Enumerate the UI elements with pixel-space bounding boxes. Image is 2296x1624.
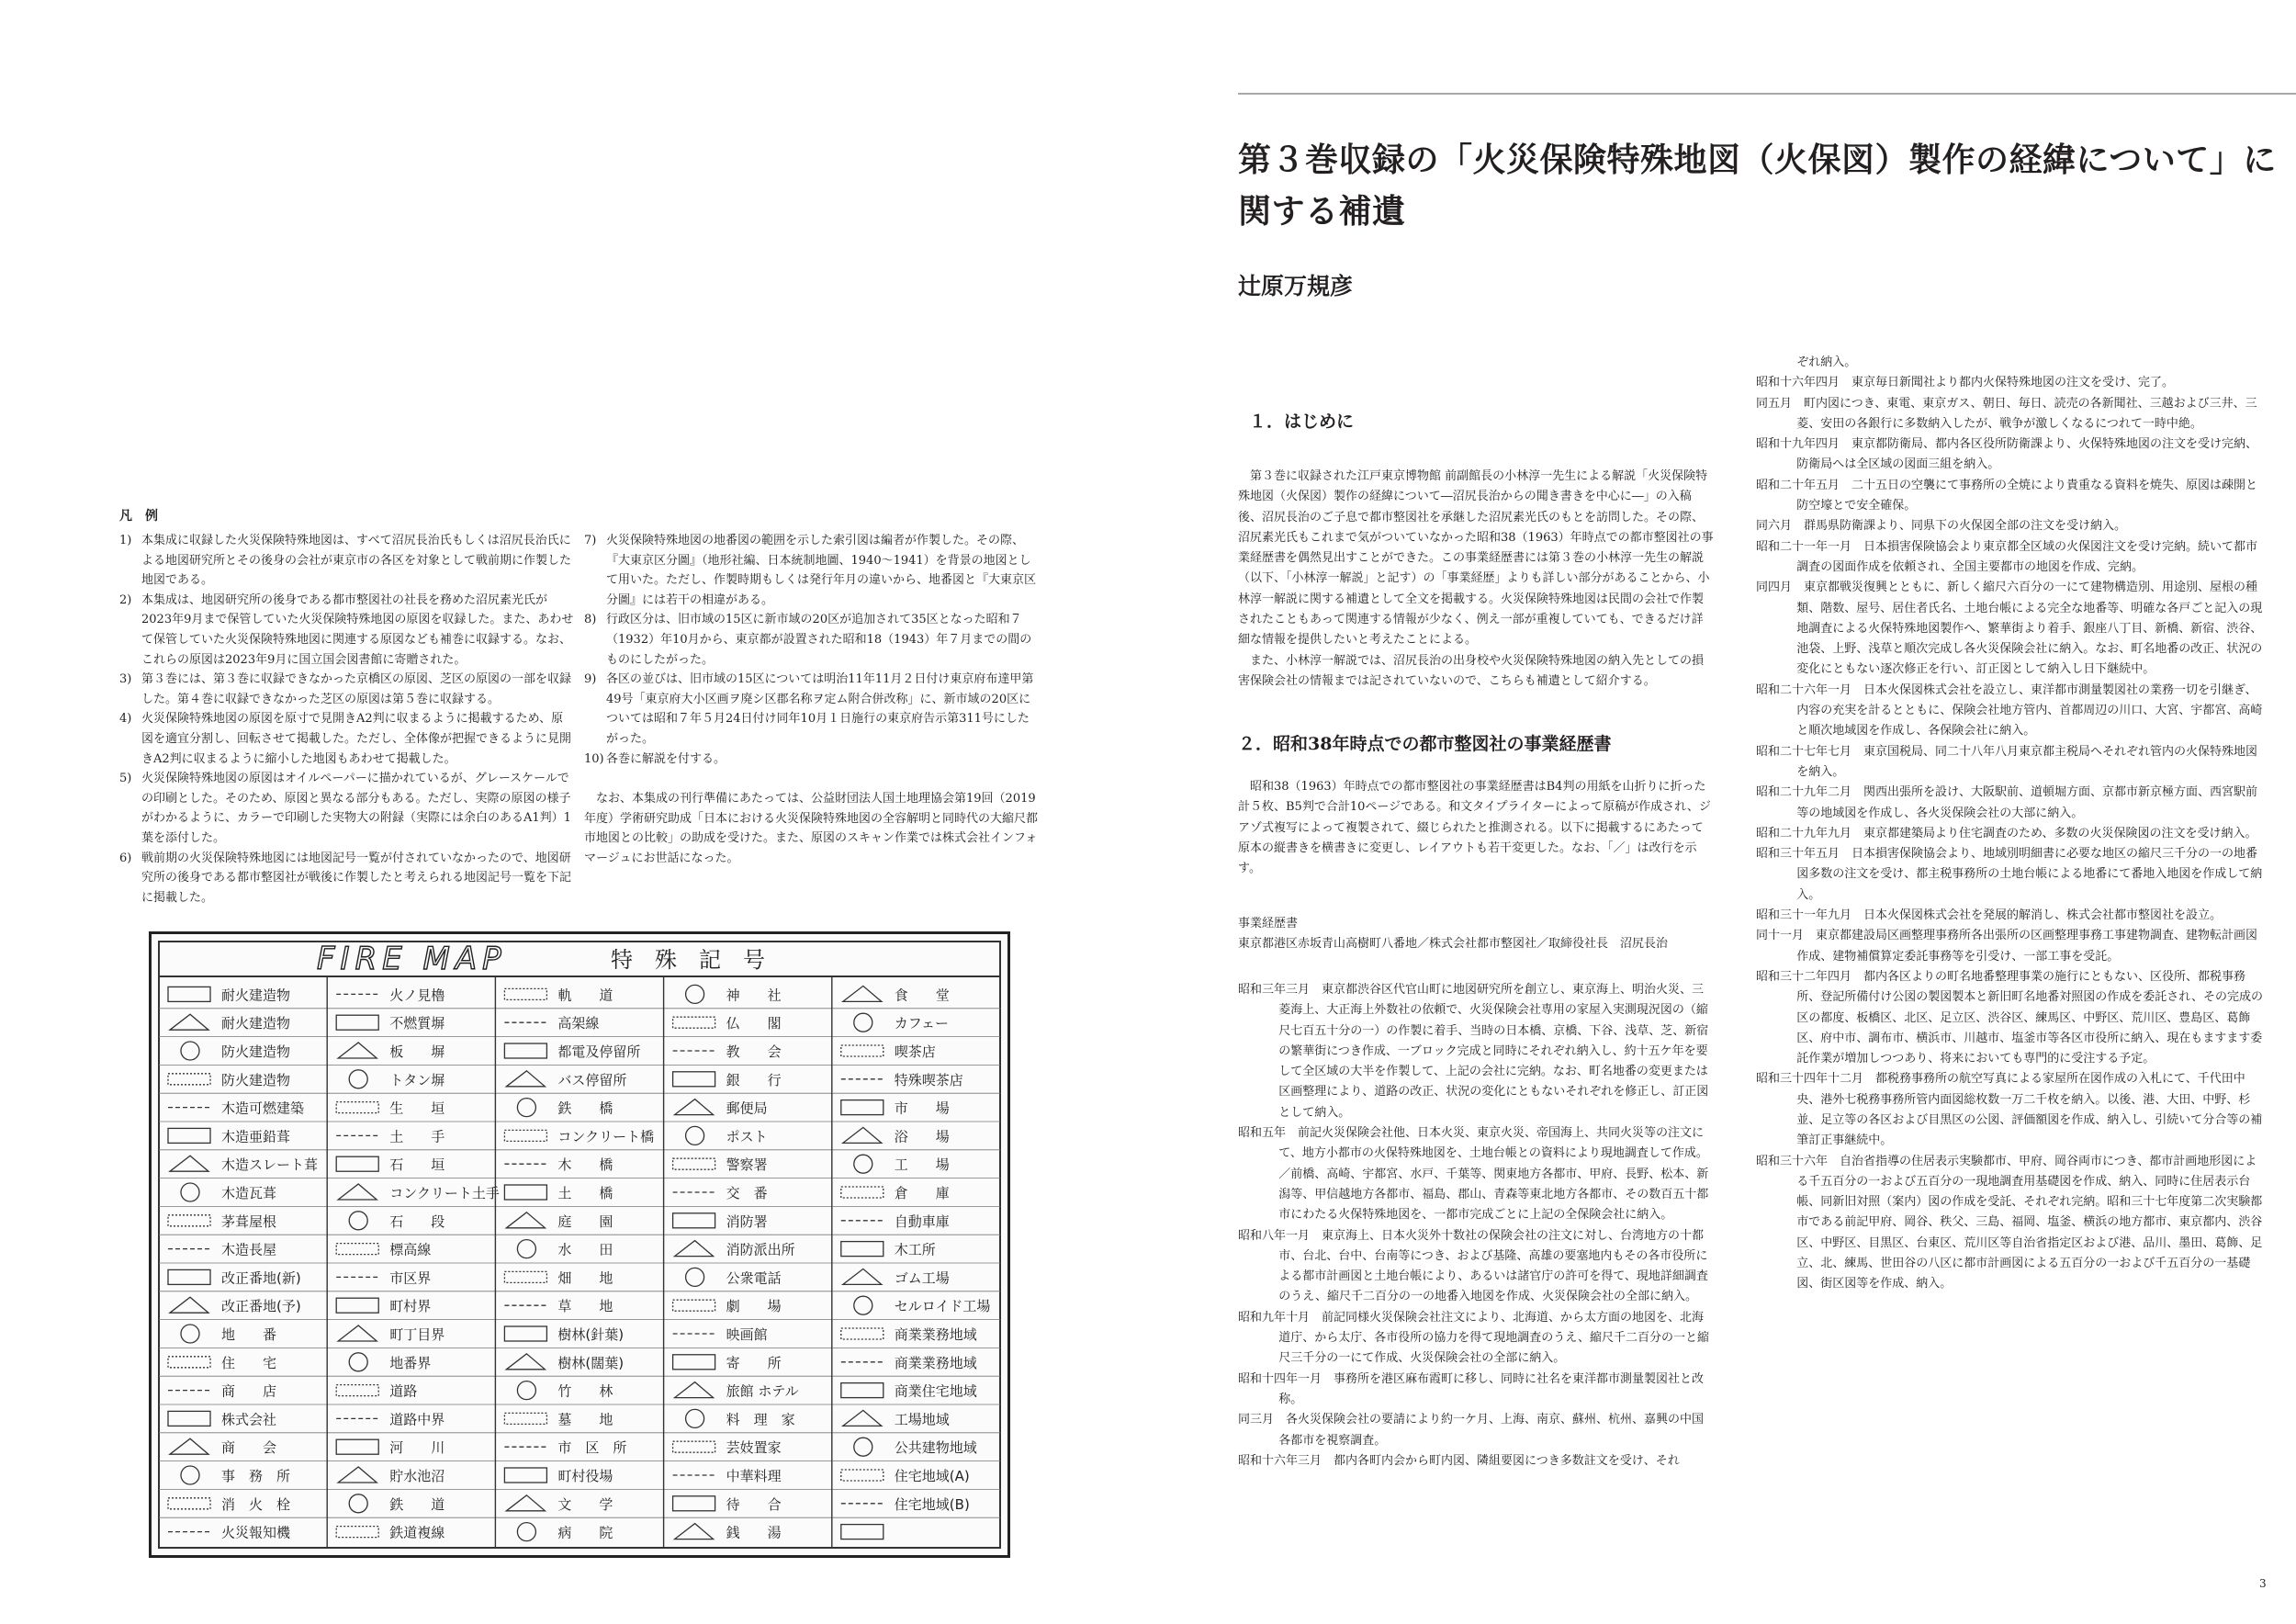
fire-map-label: 旅館 ホテル (726, 1382, 799, 1400)
fire-map-label: 住宅地域(B) (894, 1495, 970, 1513)
fire-map-symbol (843, 986, 882, 1001)
page-number: 3 (2259, 1577, 2267, 1590)
fire-map-label: 草 地 (557, 1298, 613, 1315)
fire-map-symbol (338, 1043, 377, 1058)
fire-map-label: ゴム工場 (894, 1269, 950, 1287)
fire-map-symbol (675, 1382, 714, 1398)
fire-map-label: 石 垣 (389, 1156, 445, 1174)
fire-map-symbol (181, 1042, 199, 1060)
fire-map-symbol (673, 1496, 715, 1511)
fire-map-symbol (504, 1326, 546, 1341)
fire-map-label: 地番界 (389, 1354, 432, 1371)
fire-map-label: 料 理 家 (726, 1411, 795, 1428)
fire-map-label: 土 手 (389, 1128, 445, 1145)
fire-map-symbol (349, 1353, 367, 1371)
history-continuation: ぞれ納入。 (1796, 355, 1857, 369)
fire-map-symbol (504, 1043, 546, 1058)
legend-column-1 (119, 531, 574, 908)
fire-map-symbol (181, 1466, 199, 1484)
fire-map-label: 茅葺屋根 (221, 1212, 277, 1230)
fire-map-label: 庭 園 (557, 1212, 613, 1230)
history-entry: 昭和十四年一月 事務所を港区麻布霞町に移し、同時に社名を東洋都市測量製図社と改称。 (1238, 1371, 1705, 1406)
fire-map-label: 防火建造物 (221, 1043, 291, 1060)
history-entry: 昭和九年十月 前記同様火災保険会社注文により、北海道、から太方面の地図を、北海道庁、から太庁、各市役所の協力を得て現地調査のうえ、縮尺千二百分の一と縮尺三千分の一にて作成、火災保険会社の全部に納入。 (1238, 1310, 1709, 1366)
fire-map-label: カフェー (894, 1015, 950, 1032)
fire-map-label: 木工所 (894, 1241, 936, 1258)
fire-map-label: 鉄 道 (389, 1495, 445, 1513)
fire-map-symbol (506, 1071, 545, 1087)
history-entry: 昭和三十六年 自治省指導の住居表示実験都市、甲府、岡谷両市につき、都市計画地形図による千五百分の一および五百分の一現地調査用基礎図を作成、納入、同時に住居表示台帳、同新旧対照（案内）図の作成を受託、それぞれ完納。昭和三十七年度第二次実験都市である前記甲府、岡谷、秩父、三島、福岡、塩釜、横浜の地方都市、東京都内、渋谷区、中野区、目黒区、台東区、荒川区等自治省指定区および港、品川、墨田、葛飾、足立、北、練馬、世田谷の八区に都市計画図による五百分の一および千五百分の一基礎図、街区図等を作成、納入。 (1756, 1154, 2263, 1291)
fire-map-symbol (506, 1354, 545, 1370)
fire-map-symbol (841, 1470, 884, 1481)
fire-map-label: 商 会 (221, 1439, 277, 1457)
fire-map-label: 木造長屋 (221, 1241, 277, 1258)
legend-note: なお、本集成の刊行準備にあたっては、公益財団法人国土地理協会第19回（2019年度）学術研究助成「日本における火災保険特殊地図の全容解明と同時代の大縮尺都市地図との比較」の助成を受けた。また、原図のスキャン作業では株式会社インフォマージュにお世話になった。 (584, 792, 1039, 865)
fire-map-symbol (168, 987, 210, 1001)
section-2-heading: ２．昭和38年時点での都市整図社の事業経歴書 (1238, 734, 1612, 754)
fire-map-symbol (170, 1297, 208, 1313)
fire-map-symbol (843, 1269, 882, 1284)
fire-map-symbol (504, 1271, 546, 1282)
fire-map-symbol (841, 1383, 884, 1398)
article-title: 第３巻収録の「火災保険特殊地図（火保図）製作の経緯について」に関する補遺 (1238, 141, 2277, 231)
fire-map-label: バス停留所 (557, 1071, 627, 1088)
fire-map-label: 木 橋 (557, 1156, 613, 1174)
fire-map-label: 火ノ見櫓 (389, 987, 445, 1004)
fire-map-label: 警察署 (726, 1156, 768, 1174)
fire-map-symbol (517, 1382, 535, 1400)
legend-item: 3) 第３巻には、第３巻に収録できなかった京橋区の原図、芝区の原図の一部を収録した。第４巻に収録できなかった芝区の原図は第５巻に収録する。 (119, 672, 572, 706)
fire-map-label: 防火建造物 (221, 1071, 291, 1088)
fire-map-label: 倉 庫 (894, 1185, 950, 1201)
fire-map-label: コンクリート土手 (389, 1185, 500, 1201)
fire-map-symbol (504, 1413, 546, 1424)
fire-map-label: 軌 道 (557, 987, 613, 1004)
fire-map-symbol (854, 1013, 872, 1032)
fire-map-symbol (854, 1296, 872, 1314)
fire-map-symbol (170, 1438, 208, 1454)
history-entry: 昭和十六年三月 都内各町内会から町内図、隣組要図につき多数註文を受け、それ (1238, 1453, 1680, 1468)
fire-map-symbol (336, 1244, 378, 1255)
fire-map-symbol (673, 1072, 715, 1087)
fire-map-symbol (675, 1524, 714, 1539)
fire-map-symbol (673, 1213, 715, 1228)
fire-map-symbol (675, 1100, 714, 1115)
fire-map-label: 工 場 (894, 1156, 950, 1174)
fire-map-label: セルロイド工場 (894, 1298, 991, 1315)
fire-map-symbol (841, 1187, 884, 1198)
fire-map-label: 市 区 所 (557, 1439, 627, 1457)
fire-map-symbol (336, 1102, 378, 1113)
fire-map-label: 改正番地(予) (221, 1298, 301, 1315)
fire-map-symbol (168, 1128, 210, 1143)
fire-map-symbol (841, 1045, 884, 1056)
history-entry: 昭和十九年四月 東京都防衛局、都内各区役所防衛課より、火保特殊地図の注文を受け完納、防衛局へは全区域の図面三組を納入。 (1756, 437, 2258, 472)
history-entry: 昭和三十四年十二月 都税務事務所の航空写真による家屋所在図作成の入札にて、千代田中央、港外七税務事務所管内面図総枚数一万二千枚を納入。以後、港、大田、中野、杉並、足立等の各区および目黒区の公図、評価額図を作成、納入し、引続いて分合等の補筆訂正事継続中。 (1756, 1072, 2263, 1148)
fire-map-label: 寄 所 (726, 1354, 782, 1371)
fire-map-label: 高架線 (557, 1015, 600, 1032)
section-1-paragraph: 第３巻に収録された江戸東京博物館 前副館長の小林淳一先生による解説「火災保険特殊地図（火保図）製作の経緯について―沼尻長治からの聞き書きを中心に―」の入稿後、沼尻長治のご子息で都市整図社を承継した沼尻素光氏のもとを訪問した。その際、沼尻素光氏もこれまで気がついていなかった昭和38（1963）年時点での都市整図社の事業経歴書を偶然見出すことができた。この事業経歴書には第３巻の小林淳一先生の解説（以下、「小林淳一解説」と記す）の「事業経歴」よりも詳しい部分があることから、小林淳一解説に関する補遺として全文を掲載する。火災保険特殊地図は民間の会社で作製されたこともあって関連する情報が少なく、例え一部が重複していても、できるだけ詳細な情報を提供したいと考えたことによる。 (1238, 469, 1714, 648)
fire-map-label: 改正番地(新) (221, 1269, 301, 1287)
history-entry: 同六月 群馬県防衛課より、同県下の火保図全部の注文を受け納入。 (1756, 519, 2127, 534)
fire-map-symbol (168, 1215, 210, 1226)
fire-map-symbol (686, 1268, 704, 1286)
fire-map-label: 交 番 (726, 1185, 768, 1201)
fire-map-label: 不燃質塀 (389, 1015, 445, 1032)
fire-map-label: トタン塀 (389, 1071, 445, 1088)
legend-item: 4) 火災保険特殊地図の原図を原寸で見開きA2判に収まるように掲載するため、原図を適宜分割し、回転させて掲載した。ただし、全体像が把握できるように見開きA2判に収まるように縮小した地図もあわせて掲載した。 (119, 712, 572, 766)
history-entry: 同四月 東京都戦災復興とともに、新しく縮尺六百分の一にて建物構造別、用途別、屋根の種類、階数、屋号、居住者氏名、土地台帳による完全な地番等、明確な各戸ごと記入の現地調査による火保特殊地図製作へ、繁華街より着手、銀座八丁目、新橋、新宿、渋谷、池袋、上野、浅草と順次完成し各火災保険会社に納入。なお、町名地番の改正、状況の変化にともない逐次修正を行い、訂正図として納入し日下継続中。 (1756, 581, 2263, 677)
fire-map-label: 工場地域 (894, 1411, 950, 1428)
fire-map-label: 道路中界 (389, 1411, 445, 1428)
fire-map-symbol (843, 1127, 882, 1143)
fire-map-label: 標高線 (389, 1241, 432, 1258)
fire-map-label: 株式会社 (221, 1411, 277, 1428)
fire-map-symbol (170, 1156, 208, 1171)
fire-map-symbol (854, 1438, 872, 1456)
fire-map-label: 食 堂 (894, 987, 950, 1004)
fire-map-label: 銀 行 (726, 1071, 782, 1088)
fire-map-symbol (673, 1355, 715, 1370)
fire-map-label: 耐火建造物 (221, 1015, 291, 1032)
fire-map-label: 耐火建造物 (221, 987, 291, 1004)
fire-map-label: 市区界 (389, 1269, 432, 1287)
fire-map-symbol (336, 1439, 378, 1454)
fire-map-symbol (673, 1441, 715, 1452)
history-entry: 昭和十六年四月 東京毎日新聞社より都内火保特殊地図の注文を受け、完了。 (1756, 376, 2175, 390)
fire-map-symbol-table (149, 931, 1010, 1558)
fire-map-symbol (349, 1070, 367, 1088)
fire-map-symbol (336, 1156, 378, 1171)
fire-map-label: 自動車庫 (894, 1212, 950, 1230)
fire-map-symbol (504, 1468, 546, 1483)
fire-map-label: 中華料理 (726, 1468, 782, 1484)
fire-map-label: 特殊喫茶店 (894, 1071, 963, 1088)
fire-map-label: 樹林(針葉) (557, 1326, 625, 1343)
history-left-column (1238, 980, 1714, 1472)
fire-map-label: 神 社 (726, 987, 782, 1004)
article-author: 辻原万規彦 (1238, 273, 1354, 299)
fire-map-label: 仏 閣 (726, 1015, 782, 1032)
fire-map-label: 木造可燃建築 (221, 1100, 305, 1117)
fire-map-symbol (506, 1495, 545, 1511)
history-entry: 同十一月 東京都建設局区画整理事務所各出張所の区画整理事務工事建物調査、建物転計画図作成、建物補償算定委託事務等を引受け、一部工事を受託。 (1756, 929, 2258, 964)
section-1-paragraph: また、小林淳一解説では、沼尻長治の出身校や火災保険特殊地図の納入先としての損害保険会社の情報までは記されていないので、こちらも補遺として紹介する。 (1238, 653, 1705, 688)
fire-map-symbol (686, 1409, 704, 1427)
legend-item: 10) 各巻に解説を付する。 (584, 751, 726, 766)
fire-map-symbol (841, 1100, 884, 1115)
fire-map-symbol (504, 988, 546, 999)
history-entry: 同三月 各火災保険会社の要請により約一ケ月、上海、南京、蘇州、杭州、嘉興の中国各都市を視察調査。 (1238, 1413, 1705, 1448)
fire-map-symbol (841, 1525, 884, 1539)
fire-map-label: 畑 地 (557, 1269, 613, 1287)
fire-map-symbol (841, 1328, 884, 1339)
fire-map-label: 商業業務地域 (894, 1326, 977, 1343)
fire-map-label: ポスト (726, 1128, 768, 1145)
fire-map-graphic (152, 934, 1007, 1555)
fire-map-label: 町丁目界 (389, 1326, 445, 1343)
history-entry: 同五月 町内図につき、東電、東京ガス、朝日、毎日、読売の各新聞社、三越および三井、三菱、安田の各銀行に多数納入したが、戦争が激しくなるにつれて一時中絶。 (1756, 396, 2257, 431)
fire-map-symbol (168, 1357, 210, 1368)
fire-map-label: 地 番 (221, 1326, 277, 1343)
fire-map-symbol (504, 1185, 546, 1200)
fire-map-label: 事 務 所 (221, 1468, 291, 1484)
fire-map-label: 生 垣 (389, 1100, 445, 1117)
fire-map-label: 樹林(闊葉) (557, 1354, 625, 1371)
fire-map-symbol (338, 1325, 377, 1341)
fire-map-symbol (336, 1527, 378, 1538)
history-entry: 昭和三年三月 東京都渋谷区代官山町に地図研究所を創立し、東京海上、明治火災、三菱海上、大正海上外数社の依頼で、火災保険会社専用の家屋入実測現況図の（縮尺七百五十分の一）の作製に着手、当時の日本橋、京橋、下谷、浅草、芝、新宿の繁華街につき作成、一ブロック完成と同時にそれぞれ納入し、約十五ケ年を要して全区域の大半を作製して、上記の会社に完納。なお、町名地番の変更または区画整理により、道路の改正、状況の変化にともないそれぞれを修正し、訂正図として納入。 (1238, 983, 1709, 1120)
legend-item: 1) 本集成に収録した火災保険特殊地図は、すべて沼尻長治氏もしくは沼尻長治氏による地図研究所とその後身の会社が東京市の各区を対象として戦前期に作製した地図である。 (119, 534, 572, 588)
fire-map-label: 墓 地 (557, 1411, 613, 1428)
fire-map-label: 都電及停留所 (557, 1043, 641, 1060)
fire-map-label: 住宅地域(A) (894, 1468, 970, 1484)
legend-item: 8) 行政区分は、旧市域の15区に新市域の20区が追加されて35区となった昭和７（1932）年10月から、東京都が設置された昭和18（1943）年７月までの間のものにしたがった。 (584, 613, 1032, 667)
history-entry: 昭和三十一年九月 日本火保図株式会社を発展的解消し、株式会社都市整図社を設立。 (1756, 908, 2223, 923)
fire-map-label: 水 田 (557, 1241, 613, 1258)
fire-map-symbol (168, 1269, 210, 1284)
history-entry: 昭和二十九年九月 東京都建築局より住宅調査のため、多数の火災保険図の注文を受け納入。 (1756, 826, 2257, 840)
fire-map-label: 商業業務地域 (894, 1354, 977, 1371)
fire-map-symbol (673, 1158, 715, 1169)
resume-header (1238, 914, 1714, 955)
fire-map-label: 木造瓦葺 (221, 1185, 277, 1201)
fire-map-label: 消防派出所 (726, 1241, 795, 1258)
resume-address: 東京都港区赤坂青山高樹町八番地／株式会社都市整図社／取締役社長 沼尻長治 (1238, 937, 1669, 952)
fire-map-label: 待 合 (726, 1495, 782, 1513)
fire-map-symbol (168, 1411, 210, 1426)
fire-map-subtitle: 特殊記号 (611, 947, 787, 973)
fire-map-label: 鉄 橋 (557, 1100, 613, 1117)
fire-map-symbol (506, 1212, 545, 1228)
history-entry: 昭和八年一月 東京海上、日本火災外十数社の保険会社の注文に対し、台湾地方の十都市、台北、台中、台南等につき、および基隆、高雄の要塞地内もその各市役所による都市計画図と土地台帳により、あるいは諸官庁の許可を得て、現地詳細調査のうえ、縮尺千二百分の一の地番入地図を作成、火災保険会社の全部に納入。 (1238, 1228, 1708, 1304)
history-entry: 昭和二十九年二月 関西出張所を設け、大阪駅前、道頓堀方面、京都市新京極方面、西宮駅前等の地域図を作成し、各火災保険会社の大部に納入。 (1756, 785, 2258, 820)
fire-map-label: 銭 湯 (726, 1524, 782, 1541)
fire-map-symbol (843, 1410, 882, 1426)
section-1-body (1238, 467, 1714, 692)
fire-map-label: 道路 (389, 1382, 418, 1400)
fire-map-symbol (673, 1300, 715, 1311)
history-entry: 昭和二十一年一月 日本損害保険協会より東京都全区域の火保図注文を受け完納。続いて都市調査の図面作成を依頼され、全国主要都市の地図を作成、完納。 (1756, 539, 2258, 574)
fire-map-label: 喫茶店 (894, 1043, 936, 1060)
fire-map-symbol (336, 1015, 378, 1030)
fire-map-label: 文 学 (557, 1495, 613, 1513)
history-entry: 昭和二十年五月 二十五日の空襲にて事務所の全焼により貴重なる資料を焼失、原図は疎開と防空壕とで安全確保。 (1756, 478, 2258, 513)
fire-map-label: 市 場 (894, 1100, 950, 1117)
fire-map-label: コンクリート橋 (557, 1128, 655, 1145)
fire-map-symbol (338, 1184, 377, 1200)
fire-map-symbol (336, 1385, 378, 1396)
legend-column-2 (584, 531, 1039, 869)
fire-map-label: 映画館 (726, 1326, 768, 1343)
fire-map-symbol (349, 1494, 367, 1513)
legend-item: 2) 本集成は、地図研究所の後身である都市整図社の社長を務めた沼尻素光氏が2023年9月まで保管していた火災保険特殊地図の原図を収録した。また、あわせて保管していた火災保険特殊地図に関連する原図なども補巻に収録する。なお、これらの原図は2023年9月に国立国会図書館に寄贈された。 (119, 592, 574, 667)
fire-map-symbol (168, 1498, 210, 1509)
resume-title: 事業経歴書 (1238, 917, 1299, 930)
fire-map-symbol (517, 1240, 535, 1258)
legend-item: 6) 戦前期の火災保険特殊地図には地図記号一覧が付されていなかったので、地図研究所の後身である都市整図社が戦後に作製したと考えられる地図記号一覧を下記に掲載した。 (119, 851, 572, 905)
fire-map-label: 公衆電話 (726, 1269, 782, 1287)
fire-map-label: 郵便局 (726, 1100, 768, 1117)
history-entry: 昭和二十七年七月 東京国税局、同二十八年八月東京都主税局へそれぞれ管内の火保特殊地図を納入。 (1756, 744, 2258, 779)
header-rule (1238, 93, 2296, 95)
legend-item: 9) 各区の並びは、旧市域の15区については明治11年11月２日付け東京府布達甲第49号「東京府大小区画ヲ廃シ区郡名称ヲ定ム附合併改称」に、新市域の20区については昭和７年５月24日付け同年10月１日施行の東京府告示第311号にしたがった。 (584, 672, 1034, 746)
legend-item: 5) 火災保険特殊地図の原図はオイルペーパーに描かれているが、グレースケールでの印刷とした。そのため、原図と異なる部分もある。ただし、実際の原図の様子がわかるように、カラーで印刷した実物大の附録（実際には余白のあるA1判）1葉を添付した。 (119, 772, 571, 845)
fire-map-symbol (686, 985, 704, 1003)
fire-map-label: 石 段 (389, 1212, 445, 1230)
fire-map-symbol (675, 1241, 714, 1257)
section-1-heading: １．はじめに (1249, 412, 1355, 432)
fire-map-label: 貯水池沼 (389, 1468, 445, 1484)
legend-heading: 凡 例 (119, 509, 158, 524)
history-entry: 昭和二十六年一月 日本火保図株式会社を設立し、東洋都市測量製図社の業務一切を引継ぎ、内容の充実を計るとともに、保険会社地方管内、首都周辺の川口、大宮、宇都宮、高崎と順次地域図を作成し、各保険会社に納入。 (1756, 682, 2263, 739)
fire-map-symbol (841, 1242, 884, 1257)
section-2-body (1238, 777, 1714, 879)
fire-map-symbol (504, 1130, 546, 1141)
fire-map-symbol (338, 1467, 377, 1483)
fire-map-symbol (517, 1099, 535, 1117)
fire-map-label: 竹 林 (557, 1382, 613, 1400)
legend-item: 7) 火災保険特殊地図の地番図の範囲を示した索引図は編者が作製した。その際、『大東京区分圖』（地形社編、日本統制地圖、1940～1941）を背景の地図として用いた。ただし、作製時期もしくは発行年月の違いから、地番図と『大東京区分圖』には若干の相違がある。 (584, 534, 1037, 607)
fire-map-label: 河 川 (389, 1439, 445, 1457)
history-entry: 昭和三十年五月 日本損害保険協会より、地域別明細書に必要な地区の縮尺三千分の一の地番図多数の注文を受け、都主税事務所の土地台帳による地番にて番地入地図を作成して納入。 (1756, 847, 2263, 902)
fire-map-label: 土 橋 (557, 1185, 613, 1201)
fire-map-label: 木造亜鉛葺 (221, 1128, 291, 1145)
fire-map-label: 商 店 (221, 1382, 277, 1400)
fire-map-label: 町村役場 (557, 1468, 613, 1484)
fire-map-symbol (686, 1126, 704, 1145)
fire-map-symbol (349, 1212, 367, 1230)
fire-map-label: 消防署 (726, 1212, 768, 1230)
fire-map-label: 芸妓置家 (726, 1439, 782, 1457)
fire-map-label: 劇 場 (726, 1298, 782, 1315)
fire-map-label: 教 会 (726, 1043, 782, 1060)
fire-map-label: 木造スレート葺 (221, 1156, 319, 1174)
fire-map-label: 商業住宅地域 (894, 1382, 977, 1400)
fire-map-label: 板 塀 (389, 1043, 445, 1060)
fire-map-label: 浴 場 (894, 1128, 950, 1145)
fire-map-label: 公共建物地域 (894, 1439, 977, 1457)
fire-map-symbol (168, 1074, 210, 1085)
fire-map-symbol (854, 1155, 872, 1173)
fire-map-label: 火災報知機 (221, 1524, 291, 1541)
fire-map-label: 町村界 (389, 1298, 432, 1315)
history-entry: 昭和五年 前記火災保険会社他、日本火災、東京火災、帝国海上、共同火災等の注文にて、地方小都市の火保特殊地図を、土地台帳との資料により現地調査して作成。／前橋、高崎、宇都宮、水戸、千葉等、関東地方各都市、甲府、長野、松本、新潟等、甲信越地方各都市、福島、郡山、青森等東北地方各都市、その数百五十都市にわたる火保特殊地図を、一都市完成ごとに上記の全保険会社に納入。 (1238, 1126, 1709, 1223)
section-2-paragraph: 昭和38（1963）年時点での都市整図社の事業経歴書はB4判の用紙を山折りに折った計５枚、B5判で合計10ページである。和文タイプライターによって原稿が作成され、ジアゾ式複写によって複製されて、綴じられたと推測される。以下に掲載するにあたって原本の縦書きを横書きに変更し、レイアウトも若干変更した。なお、「／」は改行を示す。 (1238, 780, 1711, 876)
fire-map-symbol (673, 1017, 715, 1028)
fire-map-symbol (517, 1523, 535, 1541)
fire-map-symbol (181, 1183, 199, 1201)
fire-map-symbol (170, 1014, 208, 1030)
fire-map-symbol (336, 1298, 378, 1313)
history-right-column (1756, 353, 2265, 1295)
fire-map-label: 消 火 栓 (221, 1495, 291, 1513)
fire-map-label: 鉄道複線 (389, 1524, 445, 1541)
fire-map-label: 住 宅 (221, 1354, 277, 1371)
fire-map-title: FIRE MAP (317, 941, 507, 977)
fire-map-label: 病 院 (557, 1524, 613, 1541)
fire-map-symbol (181, 1325, 199, 1343)
history-entry: 昭和三十二年四月 都内各区よりの町名地番整理事業の施行にともない、区役所、都税事務所、登記所備付け公図の製図製本と新旧町名地番対照図の作成を委託され、その完成の区の都度、板橋区、北区、足立区、渋谷区、練馬区、中野区、荒川区、豊島区、葛飾区、府中市、調布市、横浜市、川越市、塩釜市等各区市役所に納入、現在もますます委託作業が増加しつつあり、将来においても専門的に受注する予定。 (1756, 969, 2263, 1066)
